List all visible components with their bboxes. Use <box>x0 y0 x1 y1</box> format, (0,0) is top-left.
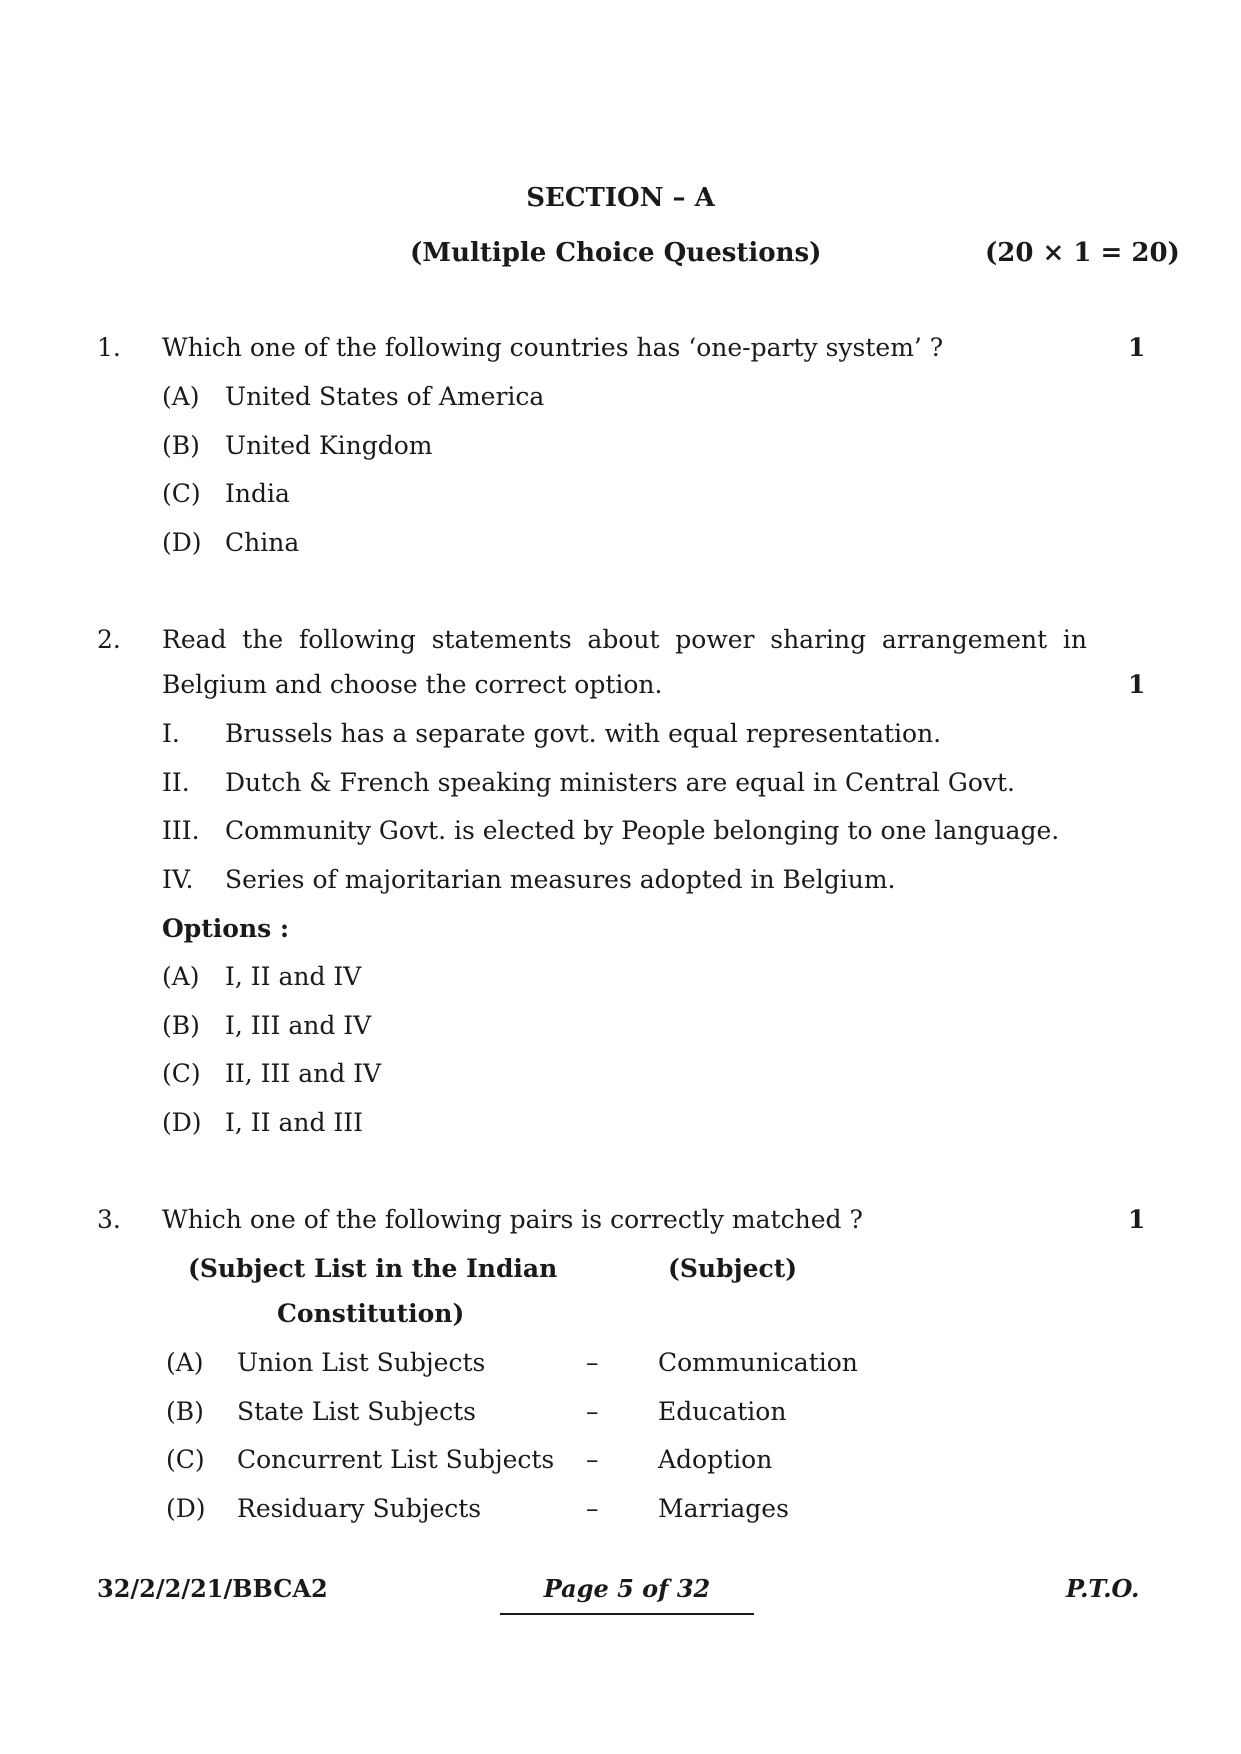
column-heading-subject-list-cont: Constitution) <box>277 1299 465 1328</box>
row-label: (A) <box>166 1348 204 1377</box>
question-marks: 1 <box>1128 670 1146 699</box>
row-label: (B) <box>166 1397 204 1426</box>
row-subject: Adoption <box>658 1445 773 1474</box>
question-text: Which one of the following countries has ‘one-party system’ ? <box>162 333 944 362</box>
row-subject-list: State List Subjects <box>237 1397 476 1426</box>
option-text: United States of America <box>225 382 545 411</box>
statement-text: Brussels has a separate govt. with equal representation. <box>225 719 942 748</box>
page-number: Page 5 of 32 <box>543 1574 711 1603</box>
option-text: China <box>225 528 300 557</box>
pto-label: P.T.O. <box>1066 1574 1140 1603</box>
option-label: (D) <box>162 528 202 557</box>
option-label: (D) <box>162 1108 202 1137</box>
question-text-line-1: Read the following statements about power sharing arrangement in <box>162 625 1087 654</box>
row-dash: – <box>586 1494 599 1523</box>
question-number: 1. <box>97 333 121 362</box>
row-label: (C) <box>166 1445 205 1474</box>
row-dash: – <box>586 1348 599 1377</box>
column-heading-subject-list: (Subject List in the Indian <box>188 1254 558 1283</box>
row-dash: – <box>586 1445 599 1474</box>
row-subject: Marriages <box>658 1494 789 1523</box>
row-subject-list: Union List Subjects <box>237 1348 486 1377</box>
section-subtitle: (Multiple Choice Questions) <box>410 238 822 268</box>
row-label: (D) <box>166 1494 206 1523</box>
row-dash: – <box>586 1397 599 1426</box>
paper-code: 32/2/2/21/BBCA2 <box>97 1574 328 1603</box>
option-text: India <box>225 479 290 508</box>
page-number-underline <box>500 1613 754 1615</box>
option-text: II, III and IV <box>225 1059 382 1088</box>
option-text: I, II and IV <box>225 962 362 991</box>
question-text-line-2: Belgium and choose the correct option. <box>162 670 663 699</box>
statement-label: IV. <box>162 865 194 894</box>
section-marks: (20 × 1 = 20) <box>985 238 1180 268</box>
option-label: (B) <box>162 431 200 460</box>
statement-label: III. <box>162 816 200 845</box>
question-marks: 1 <box>1128 333 1146 362</box>
row-subject: Education <box>658 1397 787 1426</box>
option-text: I, III and IV <box>225 1011 372 1040</box>
option-text: I, II and III <box>225 1108 364 1137</box>
question-marks: 1 <box>1128 1205 1146 1234</box>
statement-label: I. <box>162 719 180 748</box>
column-heading-subject: (Subject) <box>668 1254 798 1283</box>
row-subject: Communication <box>658 1348 858 1377</box>
statement-text: Dutch & French speaking ministers are equal in Central Govt. <box>225 768 1016 797</box>
option-label: (C) <box>162 479 201 508</box>
section-title: SECTION – A <box>526 183 715 213</box>
option-label: (A) <box>162 962 200 991</box>
row-subject-list: Residuary Subjects <box>237 1494 482 1523</box>
row-subject-list: Concurrent List Subjects <box>237 1445 555 1474</box>
question-number: 3. <box>97 1205 121 1234</box>
question-number: 2. <box>97 625 121 654</box>
option-text: United Kingdom <box>225 431 433 460</box>
options-heading: Options : <box>162 914 290 943</box>
option-label: (B) <box>162 1011 200 1040</box>
statement-text: Community Govt. is elected by People belonging to one language. <box>225 816 1060 845</box>
option-label: (A) <box>162 382 200 411</box>
question-text: Which one of the following pairs is correctly matched ? <box>162 1205 863 1234</box>
statement-label: II. <box>162 768 190 797</box>
statement-text: Series of majoritarian measures adopted in Belgium. <box>225 865 896 894</box>
option-label: (C) <box>162 1059 201 1088</box>
